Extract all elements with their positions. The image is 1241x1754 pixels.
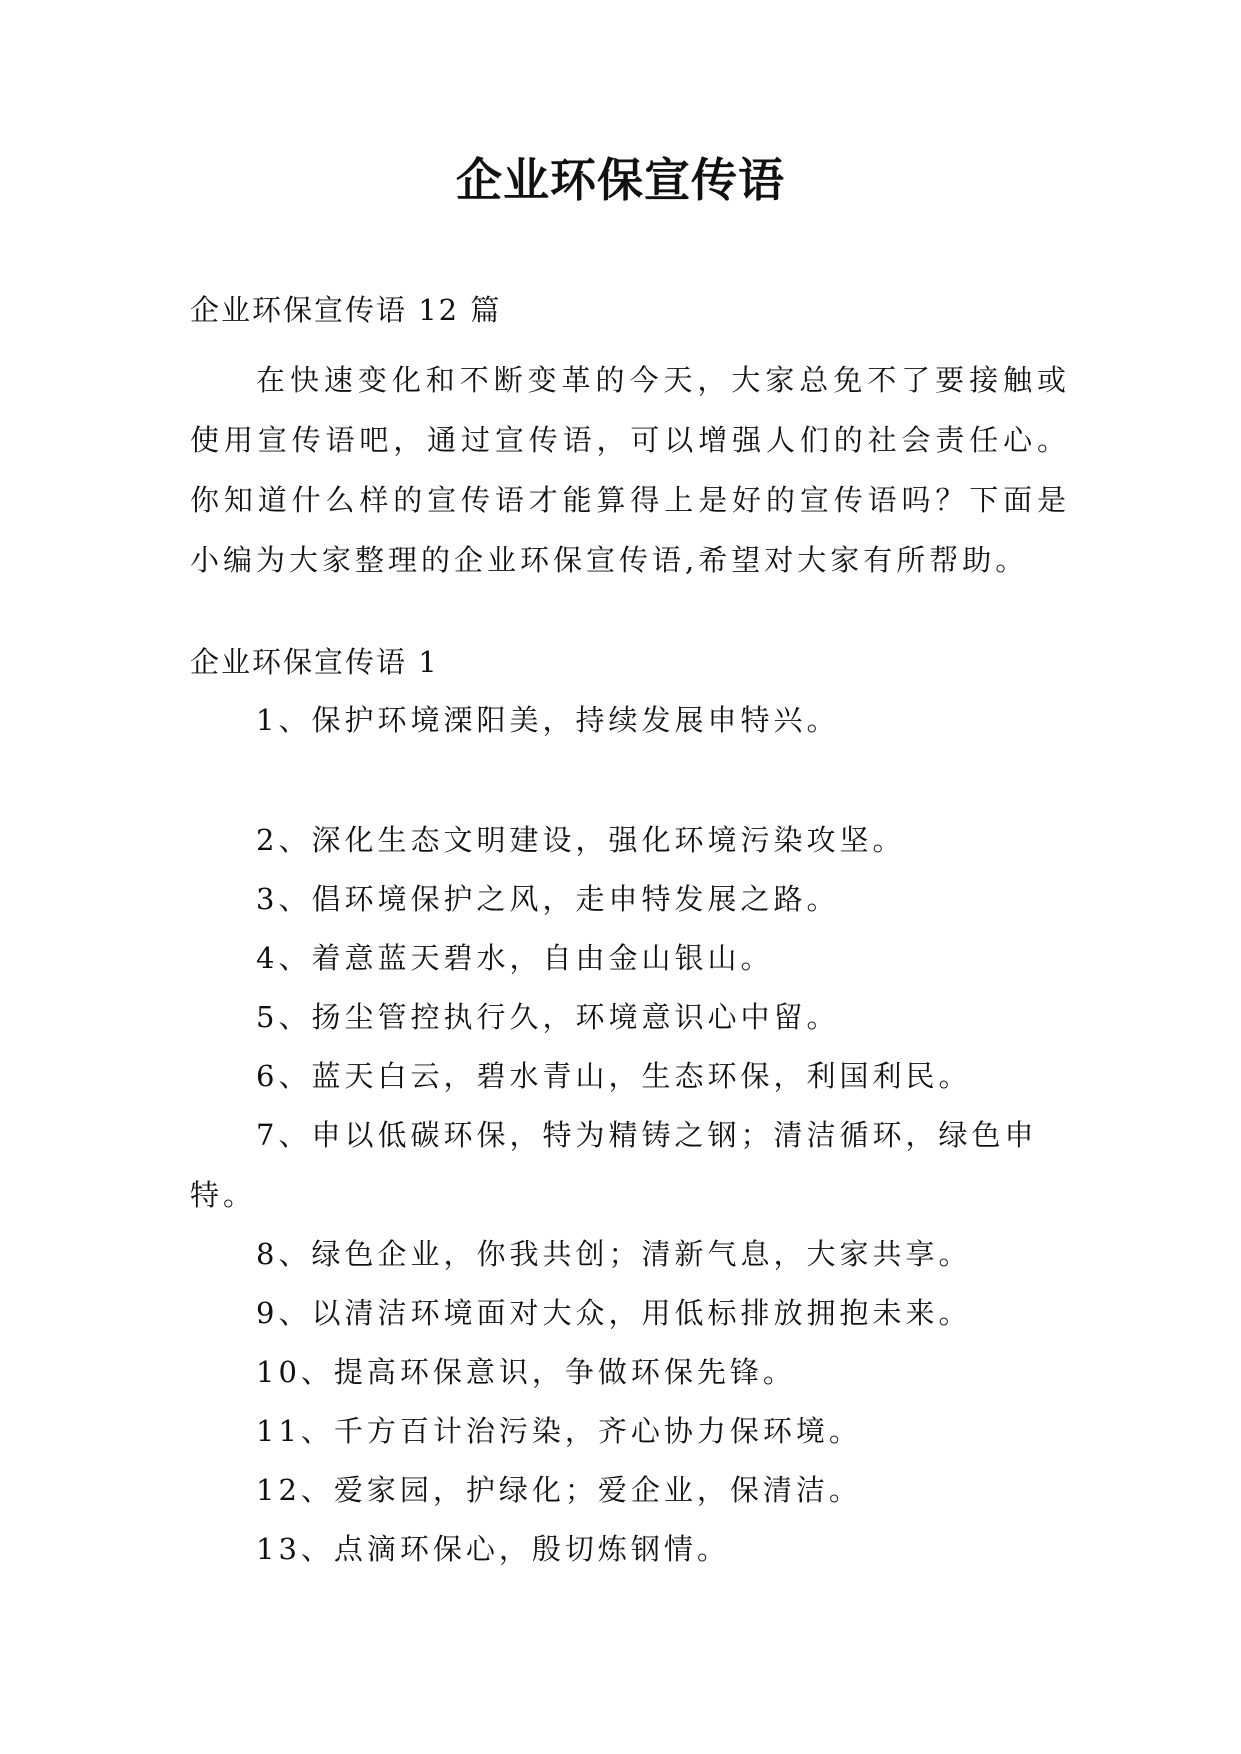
slogan-item-13: 13、点滴环保心，殷切炼钢情。: [256, 1532, 730, 1566]
document-subtitle: 企业环保宣传语 12 篇: [190, 293, 502, 327]
slogan-item-6: 6、蓝天白云，碧水青山，生态环保，利国利民。: [256, 1059, 972, 1093]
slogan-item-1: 1、保护环境溧阳美，持续发展申特兴。: [256, 703, 840, 737]
slogan-item-9: 9、以清洁环境面对大众，用低标排放拥抱未来。: [256, 1296, 972, 1330]
slogan-item-11: 11、千方百计治污染，齐心协力保环境。: [256, 1414, 862, 1448]
slogan-item-7: 7、申以低碳环保，特为精铸之钢；清洁循环，绿色申特。: [190, 1118, 1038, 1212]
slogan-item-10: 10、提高环保意识，争做环保先锋。: [256, 1355, 796, 1389]
slogan-item-3: 3、倡环境保护之风，走申特发展之路。: [256, 882, 840, 916]
section-heading: 企业环保宣传语 1: [190, 645, 439, 679]
document-title: 企业环保宣传语: [456, 153, 785, 207]
slogan-item-8: 8、绿色企业，你我共创；清新气息，大家共享。: [256, 1237, 972, 1271]
intro-paragraph: 在快速变化和不断变革的今天，大家总免不了要接触或使用宣传语吧，通过宣传语，可以增强人们的社会责任心。你知道什么样的宣传语才能算得上是好的宣传语吗？下面是小编为大家整理的企业环保宣传语,希望对大家有所帮助。: [190, 363, 1070, 577]
slogan-item-5: 5、扬尘管控执行久，环境意识心中留。: [256, 1000, 840, 1034]
slogan-item-2: 2、深化生态文明建设，强化环境污染攻坚。: [256, 823, 906, 857]
slogan-item-12: 12、爱家园，护绿化；爱企业，保清洁。: [256, 1473, 862, 1507]
slogan-item-4: 4、着意蓝天碧水，自由金山银山。: [256, 941, 774, 975]
